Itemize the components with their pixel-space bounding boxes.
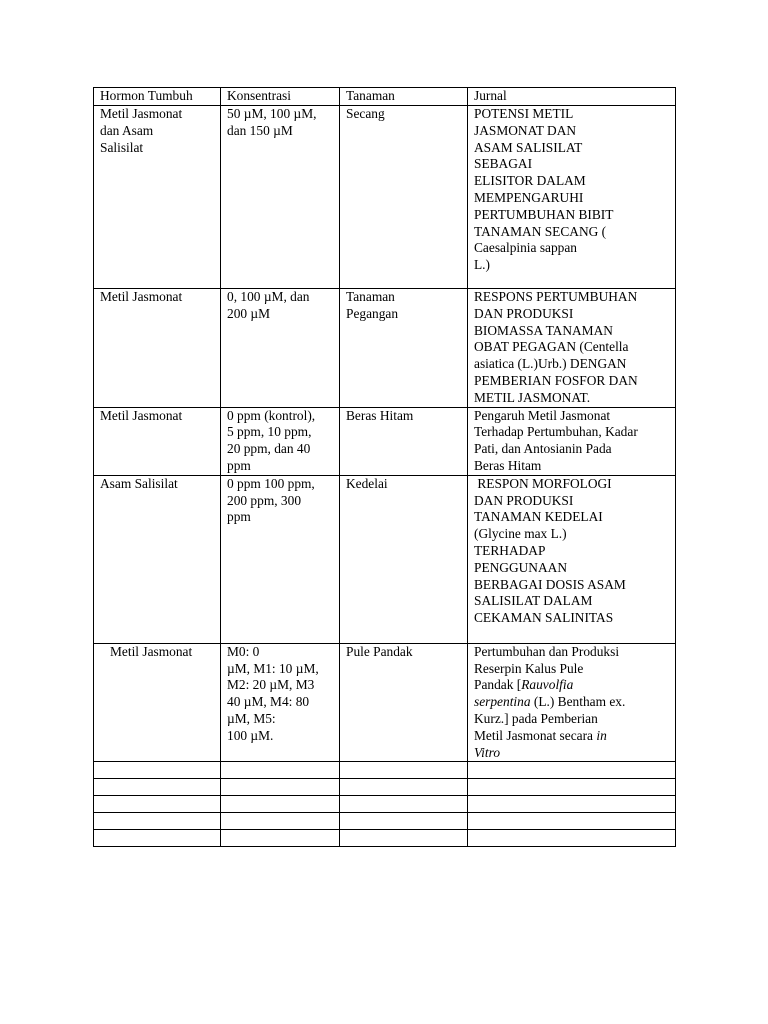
cell-jurnal: RESPONS PERTUMBUHAN DAN PRODUKSI BIOMASSA TANAMAN OBAT PEGAGAN (Centella asiatica (L.)Urb.) DENGAN PEMBERIAN FOSFOR DAN METIL JASMONAT.	[468, 289, 676, 408]
cell-konsentrasi: 50 µM, 100 µM, dan 150 µM	[221, 106, 340, 289]
cell-konsentrasi: 0 ppm (kontrol), 5 ppm, 10 ppm, 20 ppm, dan 40 ppm	[221, 407, 340, 475]
cell-tanaman: Secang	[340, 106, 468, 289]
cell-konsentrasi: M0: 0 µM, M1: 10 µM, M2: 20 µM, M3 40 µM, M4: 80 µM, M5: 100 µM.	[221, 643, 340, 762]
cell-jurnal: RESPON MORFOLOGI DAN PRODUKSI TANAMAN KEDELAI (Glycine max L.) TERHADAP PENGGUNAAN BERBAGAI DOSIS ASAM SALISILAT DALAM CEKAMAN SALINITAS	[468, 475, 676, 643]
cell-hormon: Metil Jasmonat	[94, 289, 221, 408]
table-row	[94, 643, 676, 762]
table-row	[94, 106, 676, 289]
cell-jurnal: Pengaruh Metil Jasmonat Terhadap Pertumbuhan, Kadar Pati, dan Antosianin Pada Beras Hitam	[468, 407, 676, 475]
cell-tanaman: Tanaman Pegangan	[340, 289, 468, 408]
empty-table-row	[94, 796, 676, 813]
cell-tanaman: Pule Pandak	[340, 643, 468, 762]
header-tanaman: Tanaman	[340, 88, 468, 106]
empty-table-row	[94, 813, 676, 830]
table-row	[94, 475, 676, 643]
empty-table-row	[94, 779, 676, 796]
cell-hormon: Metil Jasmonat dan Asam Salisilat	[94, 106, 221, 289]
header-hormon-tumbuh: Hormon Tumbuh	[94, 88, 221, 106]
cell-hormon: Metil Jasmonat	[94, 643, 221, 762]
cell-konsentrasi: 0, 100 µM, dan 200 µM	[221, 289, 340, 408]
cell-konsentrasi: 0 ppm 100 ppm, 200 ppm, 300 ppm	[221, 475, 340, 643]
cell-tanaman: Beras Hitam	[340, 407, 468, 475]
table-row	[94, 289, 676, 408]
empty-table-row	[94, 762, 676, 779]
header-konsentrasi: Konsentrasi	[221, 88, 340, 106]
cell-hormon: Metil Jasmonat	[94, 407, 221, 475]
hormone-journal-table	[93, 87, 676, 847]
empty-table-row	[94, 830, 676, 847]
cell-hormon: Asam Salisilat	[94, 475, 221, 643]
table-header-row	[94, 88, 676, 106]
table-row	[94, 407, 676, 475]
header-jurnal: Jurnal	[468, 88, 676, 106]
cell-jurnal: Pertumbuhan dan Produksi Reserpin Kalus Pule Pandak [Rauvolfia serpentina (L.) Bentham ex. Kurz.] pada Pemberian Metil Jasmonat secara in Vitro	[468, 643, 676, 762]
cell-tanaman: Kedelai	[340, 475, 468, 643]
cell-jurnal: POTENSI METIL JASMONAT DAN ASAM SALISILAT SEBAGAI ELISITOR DALAM MEMPENGARUHI PERTUMBUHAN BIBIT TANAMAN SECANG ( Caesalpinia sappan L.)	[468, 106, 676, 289]
